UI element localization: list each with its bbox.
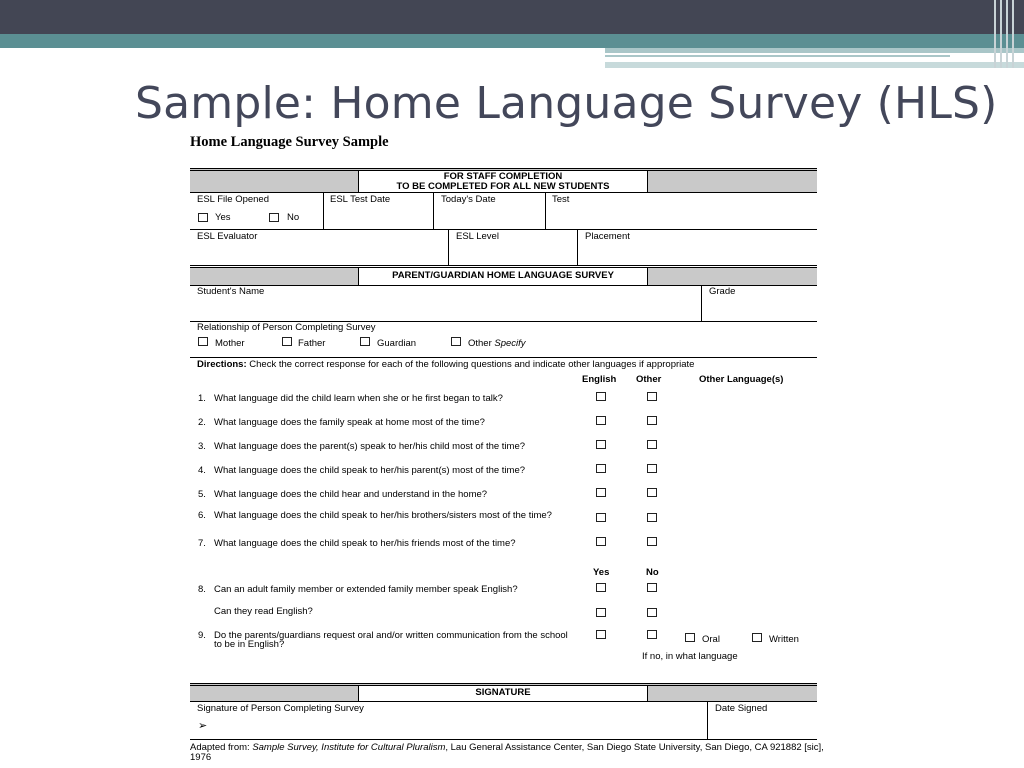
- oral-label: Oral: [702, 634, 720, 645]
- accent-stripe: [605, 55, 950, 57]
- yes-checkbox[interactable]: [596, 630, 606, 639]
- mother-label: Mother: [215, 338, 245, 349]
- header-band: [0, 0, 1024, 34]
- other-label: Other Specify: [468, 338, 526, 349]
- no-checkbox[interactable]: [647, 608, 657, 617]
- question-text: What language does the family speak at home most of the time?: [214, 417, 485, 428]
- english-checkbox[interactable]: [596, 537, 606, 546]
- question-text: What language does the child hear and understand in the home?: [214, 489, 488, 500]
- esl-evaluator-label: ESL Evaluator: [197, 231, 258, 242]
- question-number: 7.: [198, 538, 206, 549]
- question-number: 1.: [198, 393, 206, 404]
- yes-checkbox[interactable]: [198, 213, 208, 222]
- date-signed-label: Date Signed: [715, 703, 768, 714]
- question-number: 8.: [198, 584, 206, 595]
- students-name-label: Student's Name: [197, 286, 265, 297]
- grade-label: Grade: [709, 286, 736, 297]
- accent-stripe: [605, 48, 1024, 53]
- other-checkbox[interactable]: [647, 440, 657, 449]
- accent-band: [0, 34, 1024, 48]
- written-label: Written: [769, 634, 799, 645]
- directions: Directions: Check the correct response for each of the following questions and indicate other languages if appropriate: [197, 359, 695, 370]
- other-languages-column-header: Other Language(s): [699, 374, 784, 385]
- question-text: What language does the child speak to her/his parent(s) most of the time?: [214, 465, 526, 476]
- question-text: Can they read English?: [214, 606, 313, 617]
- question-text: Do the parents/guardians request oral and/or written communication from the school to be in English?: [214, 630, 568, 650]
- other-checkbox[interactable]: [647, 513, 657, 522]
- other-checkbox[interactable]: [647, 392, 657, 401]
- other-checkbox[interactable]: [647, 488, 657, 497]
- esl-file-opened-label: ESL File Opened: [197, 194, 269, 205]
- signature-header: SIGNATURE: [358, 686, 648, 701]
- other-checkbox[interactable]: [451, 337, 461, 346]
- question-text: What language does the child speak to her/his friends most of the time?: [214, 538, 516, 549]
- todays-date-label: Today's Date: [441, 194, 496, 205]
- question-number: 3.: [198, 441, 206, 452]
- other-checkbox[interactable]: [647, 537, 657, 546]
- other-checkbox[interactable]: [647, 464, 657, 473]
- english-checkbox[interactable]: [596, 513, 606, 522]
- esl-test-date-label: ESL Test Date: [330, 194, 391, 205]
- staff-header: FOR STAFF COMPLETION TO BE COMPLETED FOR ALL NEW STUDENTS: [358, 171, 648, 192]
- father-label: Father: [298, 338, 326, 349]
- decorative-lines: [994, 0, 1020, 68]
- yes-label: Yes: [215, 212, 231, 223]
- yes-checkbox[interactable]: [596, 583, 606, 592]
- no-column-header: No: [646, 567, 659, 578]
- accent-stripe: [605, 62, 1024, 68]
- english-checkbox[interactable]: [596, 392, 606, 401]
- placement-label: Placement: [585, 231, 630, 242]
- yes-column-header: Yes: [593, 567, 610, 578]
- question-text: Can an adult family member or extended family member speak English?: [214, 584, 518, 595]
- oral-checkbox[interactable]: [685, 633, 695, 642]
- no-label: No: [287, 212, 300, 223]
- question-text: What language does the child speak to her/his brothers/sisters most of the time?: [214, 510, 552, 521]
- english-checkbox[interactable]: [596, 464, 606, 473]
- test-label: Test: [552, 194, 570, 205]
- father-checkbox[interactable]: [282, 337, 292, 346]
- english-checkbox[interactable]: [596, 488, 606, 497]
- signature-label: Signature of Person Completing Survey: [197, 703, 364, 714]
- question-number: 6.: [198, 510, 206, 521]
- document-title: Home Language Survey Sample: [190, 134, 389, 150]
- relationship-label: Relationship of Person Completing Survey: [197, 322, 376, 333]
- no-checkbox[interactable]: [647, 630, 657, 639]
- no-checkbox[interactable]: [269, 213, 279, 222]
- parent-header: PARENT/GUARDIAN HOME LANGUAGE SURVEY: [358, 268, 648, 285]
- question-number: 2.: [198, 417, 206, 428]
- esl-level-label: ESL Level: [456, 231, 499, 242]
- citation: Adapted from: Sample Survey, Institute for Cultural Pluralism, Lau General Assistance Center, San Diego State University, San Diego, CA 921882 [sic], 1976: [190, 742, 824, 763]
- english-checkbox[interactable]: [596, 416, 606, 425]
- question-text: What language does the parent(s) speak to her/his child most of the time?: [214, 441, 526, 452]
- question-number: 5.: [198, 489, 206, 500]
- other-checkbox[interactable]: [647, 416, 657, 425]
- no-checkbox[interactable]: [647, 583, 657, 592]
- question-number: 9.: [198, 630, 206, 641]
- arrow-icon: ➢: [198, 720, 208, 732]
- question-number: 4.: [198, 465, 206, 476]
- other-column-header: Other: [636, 374, 662, 385]
- guardian-label: Guardian: [377, 338, 417, 349]
- written-checkbox[interactable]: [752, 633, 762, 642]
- if-no-language-label: If no, in what language: [642, 651, 738, 662]
- english-checkbox[interactable]: [596, 440, 606, 449]
- guardian-checkbox[interactable]: [360, 337, 370, 346]
- question-text: What language did the child learn when she or he first began to talk?: [214, 393, 503, 404]
- english-column-header: English: [582, 374, 617, 385]
- mother-checkbox[interactable]: [198, 337, 208, 346]
- slide-title: Sample: Home Language Survey (HLS): [135, 78, 998, 129]
- yes-checkbox[interactable]: [596, 608, 606, 617]
